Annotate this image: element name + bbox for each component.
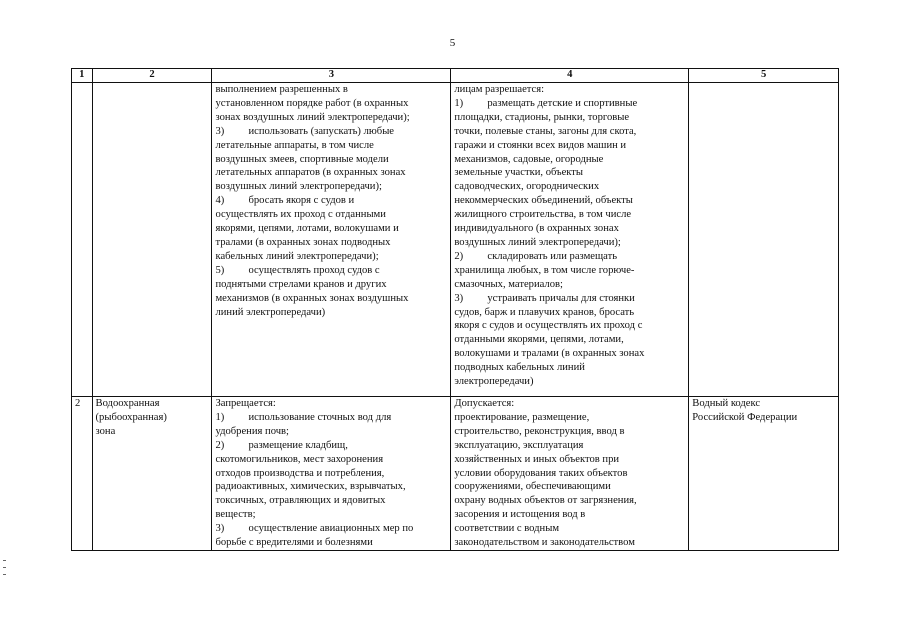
line-text: соответствии с водным — [454, 523, 560, 535]
line-text: хозяйственных и иных объектов при — [454, 453, 620, 465]
line-text: осуществление авиационных мер по — [248, 523, 414, 535]
text-line — [454, 508, 685, 522]
line-text: волокушами и тралами (в охранных зонах — [454, 348, 645, 360]
text-line — [454, 306, 685, 320]
line-text: законодательством и законодательством — [454, 537, 635, 549]
text-line — [215, 425, 447, 439]
text-line — [454, 278, 685, 292]
text-line — [215, 411, 447, 425]
line-text: гаражи и стоянки всех видов машин и — [454, 139, 627, 151]
line-text: хранилища любых, в том числе горюче- — [454, 264, 635, 276]
text-line — [215, 278, 447, 292]
page-number: 5 — [449, 37, 456, 49]
text-line — [454, 494, 685, 508]
line-text: использование сточных вод для — [248, 411, 392, 423]
text-line — [454, 166, 685, 180]
cell-number — [72, 83, 93, 397]
text-line — [215, 453, 447, 467]
line-text: устраивать причалы для стоянки — [487, 292, 635, 304]
text-line — [215, 397, 447, 411]
line-text: смазочных, материалов; — [454, 278, 563, 290]
line-text: площадки, стадионы, рынки, торговые — [454, 111, 630, 123]
margin-marks — [3, 560, 7, 590]
list-number: 4) — [215, 195, 225, 207]
line-text: условии оборудования таких объектов — [454, 467, 628, 479]
cell-prohibitions — [212, 397, 451, 551]
text-line — [454, 522, 685, 536]
line-text: скотомогильников, мест захоронения — [215, 453, 384, 465]
line-text: строительство, реконструкция, ввод в — [454, 425, 625, 437]
text-line — [215, 494, 447, 508]
text-line — [215, 111, 447, 125]
line-text: осуществлять их проход с отданными — [215, 209, 386, 221]
line-text: поднятыми стрелами кранов и других — [215, 278, 387, 290]
text-line — [215, 97, 447, 111]
text-line — [215, 139, 447, 153]
zones-table — [71, 68, 839, 551]
cell-zone-name — [92, 397, 212, 551]
line-text: садоводческих, огороднических — [454, 181, 600, 193]
line-text: установленном порядке работ (в охранных — [215, 97, 409, 109]
line-text: использовать (запускать) любые — [248, 125, 395, 137]
text-line — [215, 125, 447, 139]
text-line — [96, 425, 209, 439]
text-line — [454, 97, 685, 111]
cell-number: 2 — [72, 397, 93, 551]
text-line — [454, 425, 685, 439]
text-line — [215, 480, 447, 494]
line-text: размещение кладбищ, — [248, 439, 348, 451]
line-text: воздушных линий электропередачи); — [215, 181, 382, 193]
cell-permissions — [451, 83, 689, 397]
column-header: 1 — [72, 69, 93, 83]
line-text: зона — [95, 425, 116, 437]
line-text: индивидуального (в охранных зонах — [454, 223, 619, 235]
text-line — [454, 347, 685, 361]
line-text: воздушных линий электропередачи); — [454, 236, 621, 248]
text-line — [215, 522, 447, 536]
text-line — [454, 194, 685, 208]
list-number: 2) — [454, 250, 464, 262]
line-text: земельные участки, объекты — [454, 167, 584, 179]
text-line — [692, 411, 835, 425]
text-line — [692, 397, 835, 411]
text-line — [454, 453, 685, 467]
line-text: выполнением разрешенных в — [215, 84, 348, 95]
text-line — [454, 319, 685, 333]
line-text: отходов производства и потребления, — [215, 467, 385, 479]
line-text: якорями, цепями, лотами, волокушами и — [215, 223, 399, 235]
line-text: охрану водных объектов от загрязнения, — [454, 495, 637, 507]
text-line — [215, 306, 447, 320]
text-line — [215, 264, 447, 278]
text-line — [454, 439, 685, 453]
line-text: некоммерческих объединений, объекты — [454, 195, 633, 207]
line-text: Допускается: — [454, 398, 515, 409]
line-text: проектирование, размещение, — [454, 411, 590, 423]
line-text: борьбе с вредителями и болезнями — [215, 537, 373, 549]
text-line — [454, 222, 685, 236]
text-line — [454, 236, 685, 250]
text-line — [454, 139, 685, 153]
cell-prohibitions — [212, 83, 451, 397]
line-text: механизмов, садовые, огородные — [454, 153, 604, 165]
text-line — [215, 292, 447, 306]
text-line — [454, 111, 685, 125]
column-header: 5 — [689, 69, 839, 83]
text-line — [454, 208, 685, 222]
line-text: механизмов (в охранных зонах воздушных — [215, 292, 409, 304]
text-line — [454, 361, 685, 375]
table-header-row — [72, 69, 839, 83]
text-line — [215, 236, 447, 250]
text-line — [454, 292, 685, 306]
text-line — [215, 194, 447, 208]
text-line — [454, 180, 685, 194]
line-text: сооружениями, обеспечивающими — [454, 481, 611, 493]
table-row — [72, 397, 839, 551]
line-text: подводных кабельных линий — [454, 362, 585, 374]
line-text: засорения и истощения вод в — [454, 509, 586, 521]
line-text: токсичных, отравляющих и ядовитых — [215, 495, 386, 507]
line-text: размещать детские и спортивные — [487, 97, 638, 109]
line-text: удобрения почв; — [215, 425, 289, 437]
line-text: судов, барж и плавучих кранов, бросать — [454, 306, 635, 318]
text-line — [454, 250, 685, 264]
line-text: якоря с судов и осуществлять их проход с — [454, 320, 643, 332]
line-text: линий электропередачи) — [215, 306, 326, 318]
text-line — [215, 208, 447, 222]
line-text: (рыбоохранная) — [95, 411, 167, 423]
text-line — [215, 536, 447, 550]
line-text: Водоохранная — [95, 398, 160, 409]
line-text: воздушных змеев, спортивные модели — [215, 153, 389, 165]
line-text: Водный кодекс — [692, 398, 761, 409]
line-text: лицам разрешается: — [454, 84, 545, 95]
cell-permissions — [451, 397, 689, 551]
text-line — [215, 83, 447, 97]
text-line — [454, 264, 685, 278]
text-line — [454, 125, 685, 139]
text-line — [215, 439, 447, 453]
text-line — [454, 467, 685, 481]
column-header: 3 — [212, 69, 451, 83]
cell-zone-name — [92, 83, 212, 397]
line-text: кабельных линий электропередачи); — [215, 250, 379, 262]
text-line — [454, 375, 685, 389]
line-text: радиоактивных, химических, взрывчатых, — [215, 481, 406, 493]
text-line — [454, 397, 685, 411]
list-number: 2) — [215, 439, 225, 451]
line-text: бросать якоря с судов и — [248, 195, 355, 207]
text-line — [96, 411, 209, 425]
list-number: 5) — [215, 264, 225, 276]
cell-legal-basis — [689, 397, 839, 551]
line-text: зонах воздушных линий электропередачи); — [215, 111, 410, 123]
line-text: тралами (в охранных зонах подводных — [215, 236, 391, 248]
text-line — [454, 153, 685, 167]
text-line — [215, 467, 447, 481]
text-line — [96, 397, 209, 411]
line-text: складировать или размещать — [487, 250, 618, 262]
line-text: точки, полевые станы, загоны для скота, — [454, 125, 637, 137]
text-line — [215, 508, 447, 522]
line-text: Запрещается: — [215, 398, 276, 409]
line-text: веществ; — [215, 509, 256, 521]
line-text: эксплуатацию, эксплуатация — [454, 439, 584, 451]
text-line — [454, 480, 685, 494]
text-line — [215, 166, 447, 180]
line-text: осуществлять проход судов с — [248, 264, 380, 276]
line-text: жилищного строительства, в том числе — [454, 209, 632, 221]
text-line — [215, 153, 447, 167]
list-number: 3) — [215, 125, 225, 137]
text-line — [215, 250, 447, 264]
line-text: отданными якорями, цепями, лотами, — [454, 334, 624, 346]
column-header: 4 — [451, 69, 689, 83]
line-text: Российской Федерации — [692, 411, 798, 423]
list-number: 3) — [215, 523, 225, 535]
list-number: 3) — [454, 292, 464, 304]
text-line — [454, 333, 685, 347]
text-line — [454, 536, 685, 550]
cell-legal-basis — [689, 83, 839, 397]
text-line — [454, 83, 685, 97]
line-text: летательных аппаратов (в охранных зонах — [215, 167, 406, 179]
list-number: 1) — [454, 97, 464, 109]
list-number: 1) — [215, 411, 225, 423]
column-header: 2 — [92, 69, 212, 83]
table-row — [72, 83, 839, 397]
text-line — [215, 222, 447, 236]
text-line — [454, 411, 685, 425]
line-text: электропередачи) — [454, 376, 534, 388]
line-text: летательные аппараты, в том числе — [215, 139, 374, 151]
text-line — [215, 180, 447, 194]
